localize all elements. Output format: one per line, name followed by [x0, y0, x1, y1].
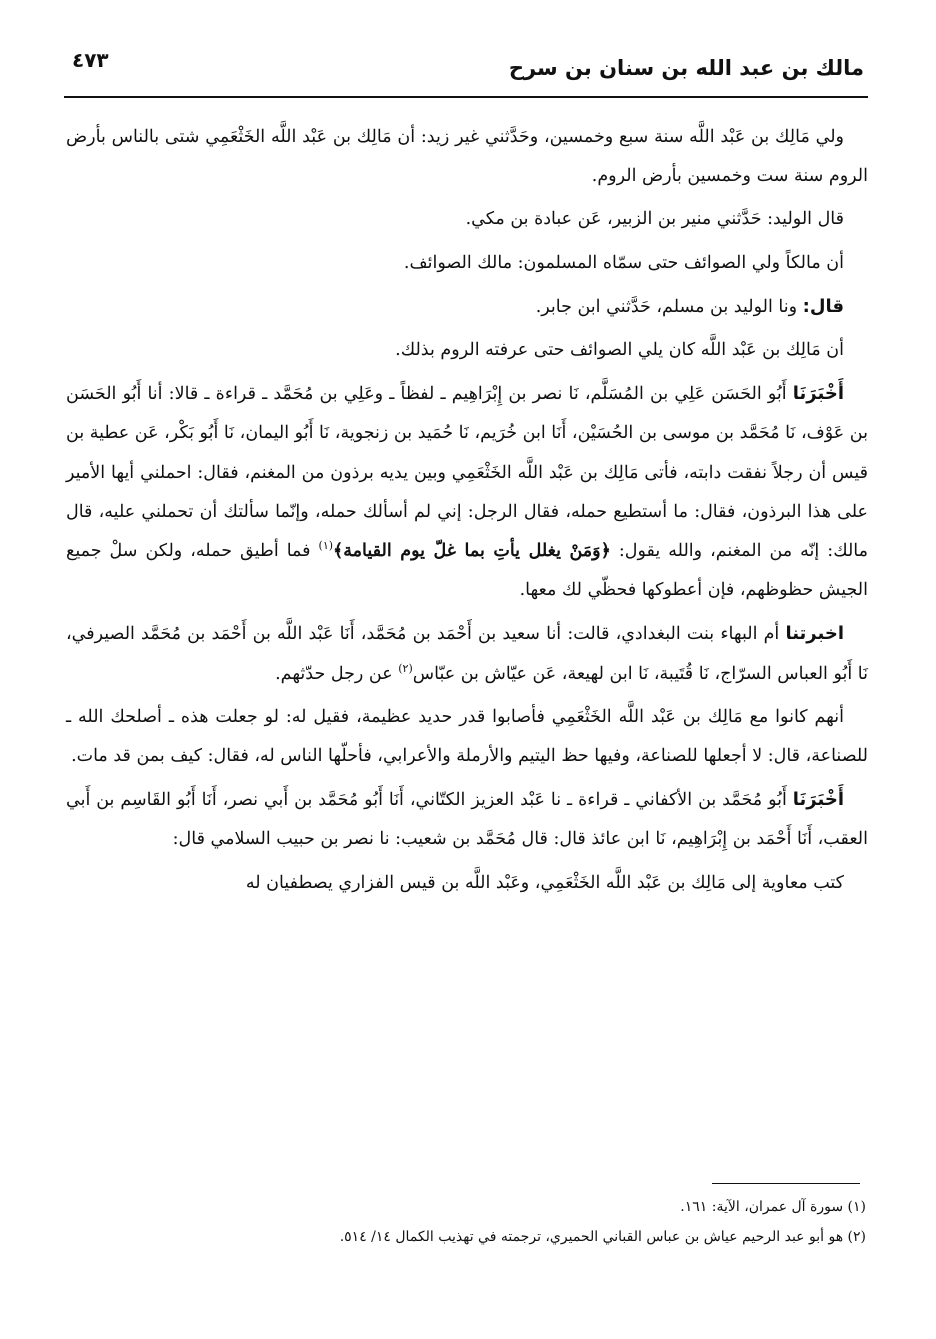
- footnote-number: (٢): [847, 1229, 866, 1245]
- footnote-ref-1: (١): [318, 539, 334, 553]
- paragraph-2: قال الوليد: حَدَّثني منير بن الزبير، عَن عبادة بن مكي.: [465, 209, 844, 230]
- paragraph-1: ولي مَالِك بن عَبْد اللَّه سنة سبع وخمسين، وحَدَّثني غير زيد: أن مَالِك بن عَبْد اللَّه الخَثْعَمِي شتى بالناس بأرض الروم سنة ست وخمسين بأرض الروم.: [66, 127, 868, 187]
- footnote-ref-2: (٢): [398, 661, 413, 675]
- paragraph-4: قال: ونا الوليد بن مسلم، حَدَّثني ابن جابر.: [535, 295, 844, 317]
- paragraph-10: كتب معاوية إلى مَالِك بن عَبْد اللَّه الخَثْعَمِي، وعَبْد اللَّه بن قيس الفزاري يصطفيان له: [245, 872, 844, 893]
- footnote-2: [66, 1222, 866, 1252]
- main-text: [66, 118, 868, 907]
- paragraph-6: أَخْبَرَنَا أَبُو الحَسَن عَلِي بن المُسَلَّم، نَا نصر بن إِبْرَاهِيم ـ لفظاً ـ وعَلِي بن مُحَمَّد ـ قراءة ـ قالا: أنا أَبُو الحَسَن بن عَوْف، نَا مُحَمَّد بن موسى بن الحُسَيْن، أَنَا ابن خُرَيم، نَا حُمَيد بن زنجوية، نَا أَبُو اليمان، نَا أَبُو بَكْر، عَن عطية بن قيس أن رجلاً نفقت دابته، فأتى مَالِك بن عَبْد اللَّه الخَثْعَمِي وبين يديه برذون من المغنم، فقال: احملني أيها الأمير على هذا البرذون، فقال: ما أستطيع حمله، فقال الرجل: إني لم أسألك حمله، وإنّما سألتك أن تحملني عليه، قال مالك: إنّه من المغنم، والله يقول: ﴿وَمَنْ يغلل يأتِ بما غلّ يوم القيامة﴾$^{(١)}$ فما أطيق حمله، ولكن سلْ جميع الجيش حظوظهم، فإن أعطوكها فحظّي لك معها.: [66, 383, 868, 601]
- footnote-divider: [712, 1183, 860, 1184]
- footnote-text: سورة آل عمران، الآية: ١٦١.: [680, 1199, 844, 1215]
- paragraph-lead-word: اخبرتنا: [785, 623, 844, 645]
- paragraph-9: أَخْبَرَنَا أَبُو مُحَمَّد بن الأكفاني ـ قراءة ـ نا عَبْد العزيز الكتّاني، أَنَا أَبُو مُحَمَّد بن أَبي نصر، أَنَا أَبُو القَاسِم بن أَبي العقب، أَنَا أَحْمَد بن إِبْرَاهِيم، نَا ابن عائذ قال: قال مُحَمَّد بن شعيب: نا نصر بن حبيب السلامي قال:: [66, 789, 868, 850]
- paragraph-7: اخبرتنا أم البهاء بنت البغدادي، قالت: أنا سعيد بن أَحْمَد بن مُحَمَّد، أَنَا عَبْد اللَّه بن أَحْمَد بن مُحَمَّد الصيرفي، نَا أَبُو العباس السرّاج، نَا قُتَيبة، نَا ابن لهيعة، عَن عيّاش بن عبّاس$^{(٢)}$ عن رجل حدّثهم.: [66, 623, 868, 684]
- footnotes: [66, 1192, 866, 1252]
- header-rule: [64, 96, 868, 98]
- paragraph-5: أن مَالِك بن عَبْد اللَّه كان يلي الصوائف حتى عرفته الروم بذلك.: [395, 340, 844, 361]
- page-number: ٤٧٣: [72, 48, 109, 72]
- paragraph-lead-word: أَخْبَرَنَا: [792, 789, 844, 811]
- footnote-1: [66, 1192, 866, 1222]
- running-title: مالك بن عبد الله بن سنان بن سرح: [508, 56, 864, 80]
- paragraph-lead-word: قال:: [802, 295, 844, 317]
- paragraph-3: أن مالكاً ولي الصوائف حتى سمّاه المسلمون: مالك الصوائف.: [403, 252, 844, 273]
- paragraph-lead-word: أَخْبَرَنَا: [792, 383, 844, 405]
- footnote-number: (١): [847, 1199, 866, 1215]
- quran-quote: ﴿وَمَنْ يغلل يأتِ بما غلّ يوم القيامة﴾: [333, 541, 611, 562]
- footnote-text: هو أبو عبد الرحيم عياش بن عباس القباني الحميري، ترجمته في تهذيب الكمال ١٤/ ٥١٤.: [339, 1229, 844, 1245]
- paragraph-8: أنهم كانوا مع مَالِك بن عَبْد اللَّه الخَثْعَمِي فأصابوا قدر حديد عظيمة، فقيل له: لو جعلت هذه ـ أصلحك الله ـ للصناعة، قال: لا أجعلها للصناعة، وفيها حظ اليتيم والأرملة والأعرابي، فأحلّها الناس له، فقال: كيف بمن قد مات.: [66, 706, 868, 767]
- page-header: [64, 40, 868, 98]
